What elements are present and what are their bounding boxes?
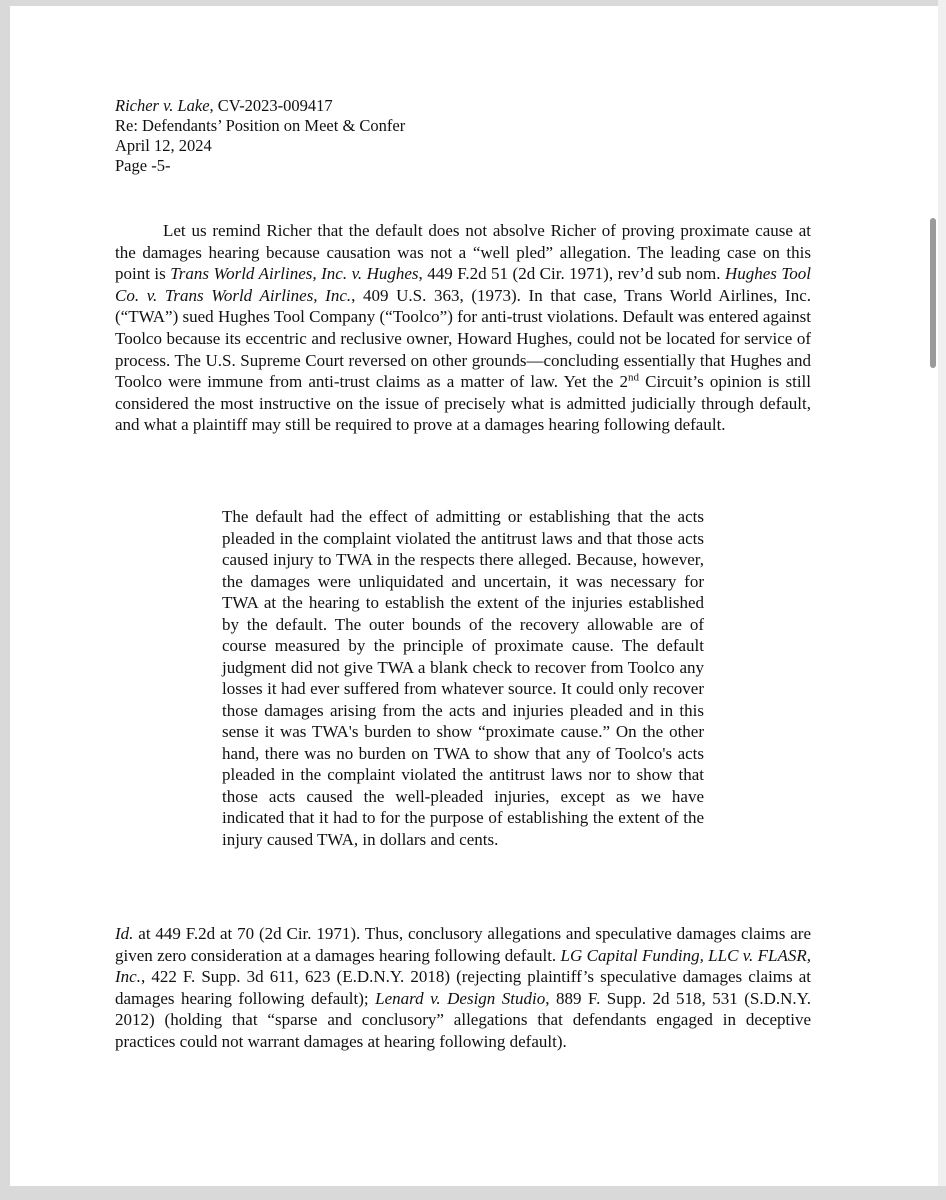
case-citation: LG Capital Funding, LLC v. FLASR, Inc.: [115, 945, 811, 987]
case-citation: Hughes Tool Co. v. Trans World Airlines, Inc.: [115, 264, 812, 305]
paragraph-text: , 449 F.2d 51 (2d Cir. 1971), rev’d sub nom.: [418, 264, 725, 284]
block-quote: The default had the effect of admitting or establishing that the acts pleaded in the complaint violated the antitrust laws and that those acts caused injury to TWA in the respects there alleged. Because, however, the damages were unliquidated and uncertain, it was necessary for TWA at the hearing to establish the extent of the injuries established by the default. The outer bounds of the recovery allowable are of course measured by the principle of proximate cause. The default judgment did not give TWA a blank check to recover from Toolco any losses it had ever suffered from whatever source. It could only recover those damages arising from the acts and injuries pleaded and in this sense it was TWA's burden to show “proximate cause.” On the other hand, there was no burden on TWA to show that any of Toolco's acts pleaded in the complaint violated the antitrust laws nor to show that those acts caused the well-pleaded injuries, except as we have indicated that it had to for the purpose of establishing the extent of the injury caused TWA, in dollars and cents.: [222, 507, 704, 849]
paragraph-text: Circuit’s opinion is still considered the most instructive on the issue of precisely what is admitted judicially through default, and what a plaintiff may still be required to prove at a damages hearing following default.: [115, 372, 811, 435]
letter-header: [115, 96, 405, 176]
paragraph-text: , 422 F. Supp. 3d 611, 623 (E.D.N.Y. 2018) (rejecting plaintiff’s speculative damages claims at damages hearing following default);: [115, 967, 811, 1008]
re-line: Re: Defendants’ Position on Meet & Confer: [115, 116, 406, 135]
paragraph-intro: [115, 220, 811, 436]
letter-date: April 12, 2024: [115, 136, 212, 155]
ordinal-superscript: nd: [628, 371, 640, 384]
page-number: Page -5-: [115, 156, 171, 175]
case-citation: Lenard v. Design Studio: [375, 988, 546, 1008]
case-name: Richer v. Lake: [115, 96, 210, 115]
paragraph-conclusion: [115, 923, 811, 1053]
case-citation: Trans World Airlines, Inc. v. Hughes: [170, 264, 419, 284]
case-caption: [115, 96, 405, 116]
paragraph-text: , 409 U.S. 363, (1973). In that case, Trans World Airlines, Inc. (“TWA”) sued Hughes Tool Company (“Toolco”) for anti-trust violations. Default was entered against Toolco because its eccentric and reclusive owner, Howard Hughes, could not be located for service of process. The U.S. Supreme Court reversed on other grounds—concluding essentially that Hughes and Toolco were immune from anti-trust claims as a matter of law. Yet the 2: [115, 285, 811, 392]
paragraph-text: Let us remind Richer that the default does not absolve Richer of proving proximate cause at the damages hearing because causation was not a “well pled” allegation. The leading case on this point is: [115, 221, 811, 284]
case-number: , CV-2023-009417: [209, 96, 333, 115]
paragraph-text: , 889 F. Supp. 2d 518, 531 (S.D.N.Y. 2012) (holding that “sparse and conclusory” allegations that defendants engaged in deceptive practices could not warrant damages at hearing following default).: [115, 988, 811, 1051]
paragraph-text: at 449 F.2d at 70 (2d Cir. 1971). Thus, conclusory allegations and speculative damages claims are given zero consideration at a damages hearing following default.: [115, 924, 811, 965]
id-citation: Id.: [115, 924, 134, 943]
